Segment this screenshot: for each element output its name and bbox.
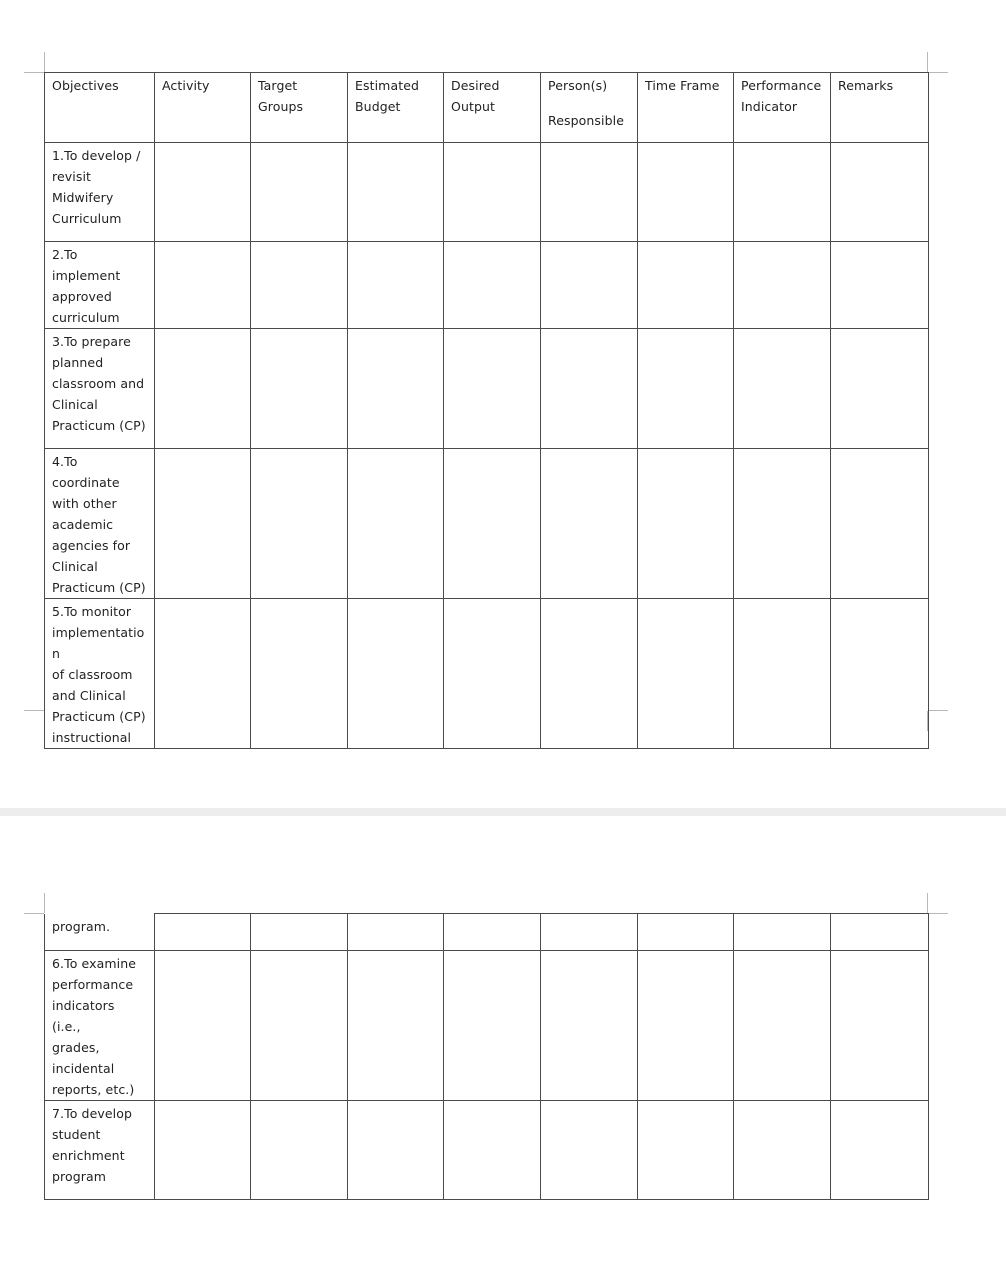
empty-cell <box>541 599 638 749</box>
objective-cell: 2.To implement approved curriculum <box>45 242 155 329</box>
empty-cell <box>155 1101 251 1200</box>
empty-cell <box>734 951 831 1101</box>
empty-cell <box>638 599 734 749</box>
empty-cell <box>444 143 541 242</box>
empty-cell <box>348 329 444 449</box>
empty-cell <box>734 449 831 599</box>
page-separator <box>0 808 1006 816</box>
table-row <box>45 914 929 951</box>
table-row <box>45 1101 929 1200</box>
empty-cell <box>155 951 251 1101</box>
empty-cell <box>638 914 734 951</box>
empty-cell <box>638 242 734 329</box>
empty-cell <box>251 914 348 951</box>
empty-cell <box>541 914 638 951</box>
empty-cell <box>251 143 348 242</box>
crop-mark <box>24 913 44 914</box>
empty-cell <box>638 951 734 1101</box>
objective-cell: 3.To prepare planned classroom and Clinical Practicum (CP) <box>45 329 155 449</box>
table-row <box>45 599 929 749</box>
crop-mark <box>928 913 948 914</box>
objective-cell: 5.To monitor implementation of classroom and Clinical Practicum (CP) instructional <box>45 599 155 749</box>
empty-cell <box>444 1101 541 1200</box>
header-time-frame: Time Frame <box>638 73 734 143</box>
empty-cell <box>444 599 541 749</box>
empty-cell <box>155 143 251 242</box>
empty-cell <box>638 1101 734 1200</box>
empty-cell <box>155 599 251 749</box>
table-row <box>45 951 929 1101</box>
crop-mark <box>928 72 948 73</box>
crop-mark <box>928 710 948 711</box>
empty-cell <box>734 242 831 329</box>
empty-cell <box>251 449 348 599</box>
empty-cell <box>444 951 541 1101</box>
crop-mark <box>927 52 928 72</box>
empty-cell <box>155 914 251 951</box>
empty-cell <box>541 449 638 599</box>
header-row <box>45 73 929 143</box>
empty-cell <box>831 599 929 749</box>
empty-cell <box>251 242 348 329</box>
header-persons-responsible: Person(s) Responsible <box>541 73 638 143</box>
crop-mark <box>44 893 45 913</box>
empty-cell <box>155 449 251 599</box>
empty-cell <box>348 1101 444 1200</box>
empty-cell <box>348 242 444 329</box>
crop-mark <box>927 893 928 913</box>
empty-cell <box>541 951 638 1101</box>
empty-cell <box>348 914 444 951</box>
empty-cell <box>444 329 541 449</box>
crop-mark <box>44 52 45 72</box>
empty-cell <box>444 449 541 599</box>
empty-cell <box>348 599 444 749</box>
table-row <box>45 242 929 329</box>
crop-mark <box>24 710 44 711</box>
empty-cell <box>734 914 831 951</box>
empty-cell <box>251 329 348 449</box>
empty-cell <box>831 914 929 951</box>
empty-cell <box>541 329 638 449</box>
objective-cell: program. <box>45 914 155 951</box>
empty-cell <box>638 329 734 449</box>
crop-mark <box>24 72 44 73</box>
empty-cell <box>251 1101 348 1200</box>
objective-cell: 7.To develop student enrichment program <box>45 1101 155 1200</box>
empty-cell <box>348 449 444 599</box>
header-estimated-budget: Estimated Budget <box>348 73 444 143</box>
empty-cell <box>251 951 348 1101</box>
table-row <box>45 329 929 449</box>
header-remarks: Remarks <box>831 73 929 143</box>
header-activity: Activity <box>155 73 251 143</box>
empty-cell <box>251 599 348 749</box>
empty-cell <box>734 599 831 749</box>
empty-cell <box>734 329 831 449</box>
empty-cell <box>831 143 929 242</box>
empty-cell <box>348 143 444 242</box>
header-performance-indicator: Performance Indicator <box>734 73 831 143</box>
empty-cell <box>155 242 251 329</box>
header-desired-output: Desired Output <box>444 73 541 143</box>
empty-cell <box>831 449 929 599</box>
action-plan-table <box>44 72 929 749</box>
empty-cell <box>734 1101 831 1200</box>
empty-cell <box>541 242 638 329</box>
empty-cell <box>734 143 831 242</box>
header-objectives: Objectives <box>45 73 155 143</box>
objective-cell: 4.To coordinate with other academic agencies for Clinical Practicum (CP) <box>45 449 155 599</box>
empty-cell <box>831 242 929 329</box>
header-target-groups: Target Groups <box>251 73 348 143</box>
empty-cell <box>541 143 638 242</box>
empty-cell <box>155 329 251 449</box>
empty-cell <box>444 242 541 329</box>
empty-cell <box>541 1101 638 1200</box>
empty-cell <box>831 329 929 449</box>
table-row <box>45 449 929 599</box>
table-row <box>45 143 929 242</box>
objective-cell: 1.To develop / revisit Midwifery Curriculum <box>45 143 155 242</box>
empty-cell <box>348 951 444 1101</box>
empty-cell <box>444 914 541 951</box>
empty-cell <box>831 1101 929 1200</box>
objective-cell: 6.To examine performance indicators (i.e., grades, incidental reports, etc.) <box>45 951 155 1101</box>
empty-cell <box>638 143 734 242</box>
empty-cell <box>831 951 929 1101</box>
action-plan-table-continued <box>44 913 929 1200</box>
empty-cell <box>638 449 734 599</box>
